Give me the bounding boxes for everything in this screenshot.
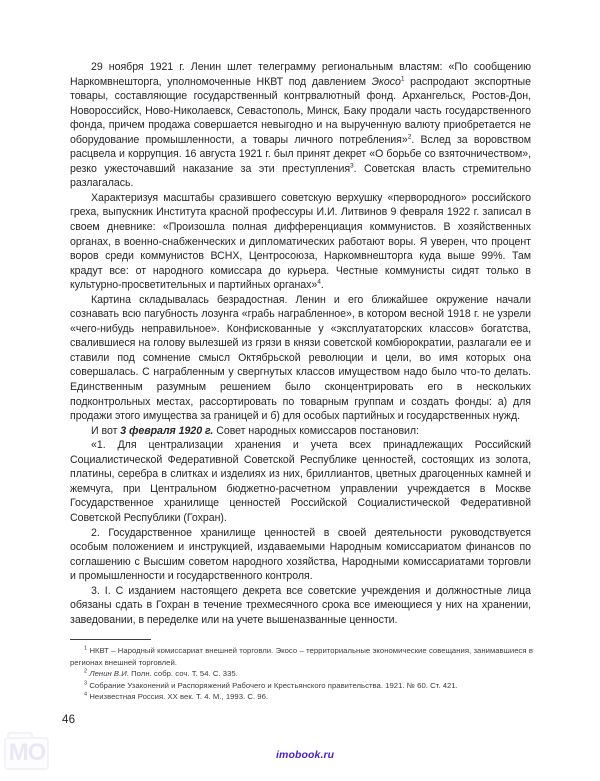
text-run: . Вслед за воровством расцвела и коррупция. 16 августа 1921 г. был принят декрет «О борьбе со взяточничеством», резко ужесточавший наказание за эти преступления <box>70 133 531 175</box>
paragraph-6-decree-clause-2 <box>70 526 531 584</box>
footnote-number: 2 <box>84 668 88 675</box>
text-run: Картина складывалась безрадостная. Ленин и его ближайшее окружение начали сознавать всю пагубность лозунга «грабь награбленное», в котором весной 1918 г. не узрели «чего-нибудь неправильное». Конфискованные у «эксплуататорских классов» богатства, свалившиеся на голову вылезшей из грязи в князи советской комбюрократии, разлагали ее и ставили под сомнение смысл Октябрьской революции и цели, во имя которых она совершалась. С награбленным у свергнутых классов имуществом надо было что-то делать. Единственным разумным решением было сконцентрировать его в нескольких подконтрольных местах, рассортировать по товарным группам и создать фонды: а) для продажи этого имущества за границей и б) для особых партийных и государственных нужд. <box>70 293 531 423</box>
logo-monogram-text: MO <box>8 739 46 766</box>
italic-run: Экосо <box>371 75 401 88</box>
paragraph-2 <box>70 191 531 293</box>
text-run: 3. I. С изданием настоящего декрета все советские учреждения и должностные лица обязаны сдать в Гохран в течение трехмесячного срока все имеющиеся у них на хранении, заведовании, в переделке или на учете вышеназванные ценности. <box>70 584 531 626</box>
footnote-text-run: НКВТ – Народный комиссариат внешней торговли. Экосо – территориальные экономические совещания, занимавшиеся в регионах внешней торговлей. <box>70 646 533 667</box>
body-text-column <box>70 60 531 627</box>
footnote-text-run: Полн. собр. соч. Т. 54. С. 335. <box>128 669 238 679</box>
page-number: 46 <box>62 714 76 726</box>
footnote-number: 3 <box>84 680 88 687</box>
footnote-3 <box>70 680 533 692</box>
text-run: распродают экспортные товары, составляющие государственный контрвалютный фонд. Архангельск, Ростов-Дон, Новороссийск, Ново-Николаевск, Севастополь, Минск, Баку продали часть государственного фонда, причем продажа совершается невыгодно и на вырученную валюту приобретается не оборудование промышленности, а товары личного потребления» <box>70 75 531 146</box>
paragraph-3 <box>70 293 531 424</box>
text-run: 29 ноября 1921 г. Ленин шлет телеграмму региональным властям: «По сообщению Наркомвнешторга, уполномоченные НКВТ под давлением <box>70 61 531 88</box>
footnote-number: 4 <box>84 691 88 698</box>
publisher-logo-watermark <box>3 731 51 775</box>
site-watermark: imobook.ru <box>276 749 335 761</box>
paragraph-7-decree-clause-3 <box>70 584 531 628</box>
footnote-2 <box>70 668 533 680</box>
footnote-separator-rule <box>70 639 151 640</box>
footnote-1 <box>70 645 533 668</box>
footnote-number: 1 <box>84 645 88 652</box>
footnote-block <box>70 639 533 703</box>
footnote-4 <box>70 691 533 703</box>
paragraph-4-decree-intro <box>70 424 531 439</box>
footnote-reference[interactable]: 3 <box>350 162 354 170</box>
text-run: 2. Государственное хранилище ценностей в своей деятельности руководствуется особым положением и инструкцией, издаваемыми Народным комиссариатом финансов по соглашению с Высшим советом народного хозяйства, Народными комиссариатами торговли и промышленности и государственного контроля. <box>70 526 531 583</box>
scan-edge-artifact <box>0 0 600 8</box>
footnote-source-italic: Ленин В.И. <box>89 669 129 679</box>
footnote-reference[interactable]: 2 <box>407 133 412 141</box>
text-run: «1. Для централизации хранения и учета всех принадлежащих Российский Социалистической Федеративной Советской Республике ценностей, состоящих из золота, платины, серебра в слитках и изделиях из них, бриллиантов, цветных драгоценных камней и жемчуга, при Центральном бюджетно-расчетном управлении учреждается в Москве Государственное хранилище ценностей Российской Социалистической Федеративной Советской Республики (Гохран). <box>70 439 531 524</box>
text-run: . Советская власть стремительно разлагалась. <box>70 162 532 190</box>
paragraph-5-decree-clause-1 <box>70 438 531 525</box>
footnote-reference[interactable]: 1 <box>400 75 405 83</box>
footnote-reference[interactable]: 4 <box>317 278 321 286</box>
text-run: Совет народных комиссаров постановил: <box>213 424 419 437</box>
text-run: И вот <box>91 424 121 437</box>
footnote-text-run: Собрание Узаконений и Распоряжений Рабочего и Крестьянского правительства. 1921. № 60. Ст. 421. <box>89 680 458 690</box>
paragraph-1 <box>70 60 531 191</box>
text-run: . <box>320 279 324 292</box>
footnote-text-run: Неизвестная Россия. XX век. Т. 4. М., 1993. С. 96. <box>89 692 269 702</box>
emphasis-date-run: 3 февраля 1920 г. <box>120 424 214 437</box>
text-run: Характеризуя масштабы сразившего советскую верхушку «первородного» российского греха, выпускник Института красной профессуры И.И. Литвинов 9 февраля 1922 г. записал в своем дневнике: «Произошла полная дифференциация коммунистов. В хозяйственных органах, в военно-снабженческих и дипломатических работают воры. Я уверен, что процент воров среди коммунистов ВСНХ, Центросоюза, Наркомвнешторга куда выше 99%. Там крадут все: от народного комиссара до курьера. Честные коммунисты сидят только в культурно-просветительных и партийных органах» <box>70 191 531 292</box>
